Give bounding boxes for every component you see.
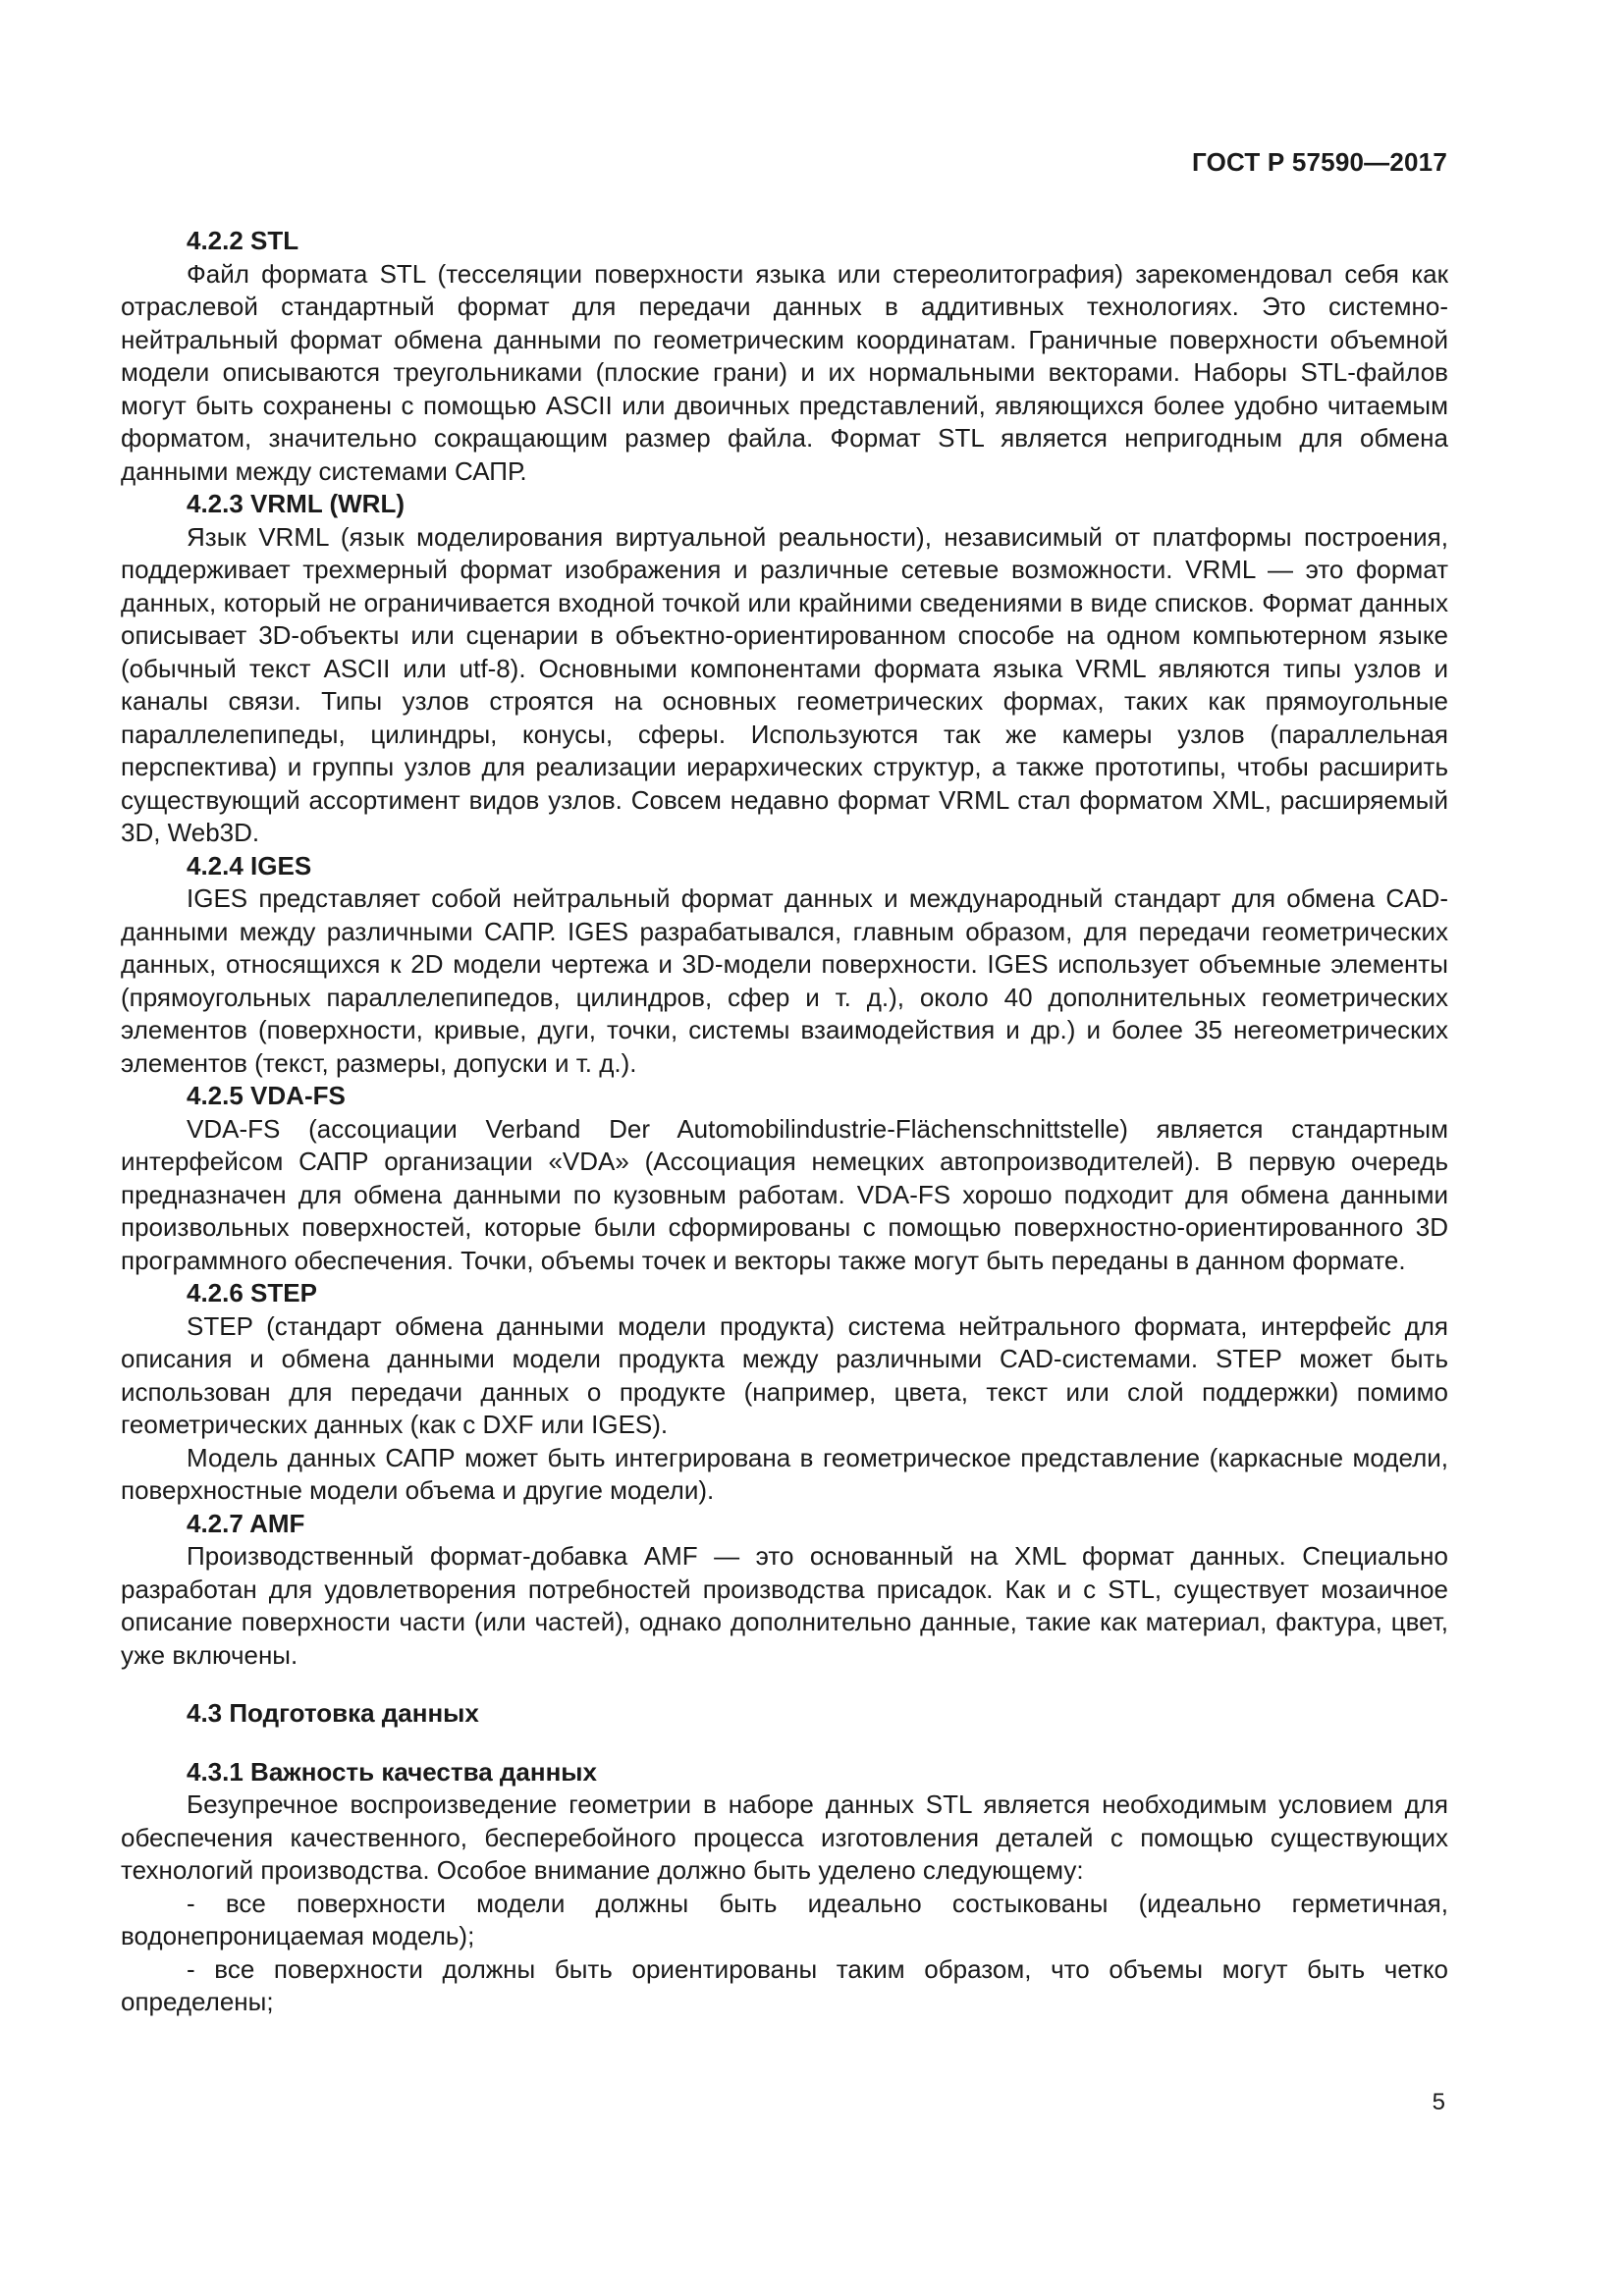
paragraph-vrml: Язык VRML (язык моделирования виртуальной реальности), независимый от платформы построения, поддерживает трехмерный формат изображения и различные сетевые возможности. VRML — это формат данных, который не ограничивается входной точкой или крайними сведениями в виде списков. Формат данных описывает 3D-объекты или сценарии в объектно-ориентированном способе на одном компьютерном языке (обычный текст ASCII или utf-8). Основными компонентами формата языка VRML являются типы узлов и каналы связи. Типы узлов строятся на основных геометрических формах, таких как прямоугольные параллелепипеды, цилиндры, конусы, сферы. Используются так же камеры узлов (параллельная перспектива) и группы узлов для реализации иерархических структур, а также прототипы, чтобы расширить существующий ассортимент видов узлов. Совсем недавно формат VRML стал форматом XML, расширяемый 3D, Web3D.: [121, 521, 1448, 847]
section-heading-amf: 4.2.7 AMF: [187, 1508, 305, 1538]
list-item: - все поверхности модели должны быть идеально состыкованы (идеально герметичная, водонепроницаемая модель);: [121, 1888, 1448, 1950]
section-heading-stl: 4.2.2 STL: [187, 226, 299, 255]
standard-code-header: ГОСТ Р 57590—2017: [1192, 147, 1447, 177]
document-body: [121, 225, 1448, 2019]
paragraph-step-2: Модель данных САПР может быть интегрирована в геометрическое представление (каркасные модели, поверхностные модели объема и другие модели).: [121, 1442, 1448, 1505]
section-heading-step: 4.2.6 STEP: [187, 1278, 317, 1308]
paragraph-stl: Файл формата STL (тесселяции поверхности языка или стереолитография) зарекомендовал себя как отраслевой стандартный формат для передачи данных в аддитивных технологиях. Это системно-нейтральный формат обмена данными по геометрическим координатам. Граничные поверхности объемной модели описываются треугольниками (плоские грани) и их нормальными векторами. Наборы STL-файлов могут быть сохранены с помощью ASCII или двоичных представлений, являющихся более удобно читаемым форматом, значительно сокращающим размер файла. Формат STL является непригодным для обмена данными между системами САПР.: [121, 258, 1448, 486]
section-heading-iges: 4.2.4 IGES: [187, 850, 312, 881]
list-item: - все поверхности должны быть ориентированы таким образом, что объемы могут быть четко определены;: [121, 1953, 1448, 2016]
paragraph-iges: IGES представляет собой нейтральный формат данных и международный стандарт для обмена CAD-данными между различными САПР. IGES разрабатывался, главным образом, для передачи геометрических данных, относящихся к 2D модели чертежа и 3D-модели поверхности. IGES использует объемные элементы (прямоугольных параллелепипедов, цилиндров, сфер и т. д.), около 40 дополнительных геометрических элементов (поверхности, кривые, дуги, точки, системы взаимодействия и др.) и более 35 негеометрических элементов (текст, размеры, допуски и т. д.).: [121, 883, 1448, 1078]
section-heading-vdafs: 4.2.5 VDA-FS: [187, 1081, 346, 1110]
section-heading-vrml: 4.2.3 VRML (WRL): [187, 489, 405, 518]
paragraph-vdafs: VDA-FS (ассоциации Verband Der Automobilindustrie-Flächenschnittstelle) является стандартным интерфейсом САПР организации «VDA» (Ассоциация немецких автопроизводителей). В первую очередь предназначен для обмена данными по кузовным работам. VDA-FS хорошо подходит для обмена данными произвольных поверхностей, которые были сформированы с помощью поверхностно-ориентированного 3D программного обеспечения. Точки, объемы точек и векторы также могут быть переданы в данном формате.: [121, 1113, 1448, 1275]
paragraph-amf: Производственный формат-добавка AMF — это основанный на XML формат данных. Специально разработан для удовлетворения потребностей производства присадок. Как и с STL, существует мозаичное описание поверхности части (или частей), однако дополнительно данные, такие как материал, фактура, цвет, уже включены.: [121, 1541, 1448, 1670]
paragraph-data-quality: Безупречное воспроизведение геометрии в наборе данных STL является необходимым условием для обеспечения качественного, бесперебойного процесса изготовления деталей с помощью существующих технологий производства. Особое внимание должно быть уделено следующему:: [121, 1789, 1448, 1885]
paragraph-step-1: STEP (стандарт обмена данными модели продукта) система нейтрального формата, интерфейс для описания и обмена данными модели продукта между различными CAD-системами. STEP может быть использован для передачи данных о продукте (например, цвета, текст или слой поддержки) помимо геометрических данных (как с DXF или IGES).: [121, 1310, 1448, 1439]
section-heading-data-prep: 4.3 Подготовка данных: [187, 1698, 479, 1728]
section-heading-data-quality: 4.3.1 Важность качества данных: [187, 1756, 597, 1787]
page-number: 5: [1432, 2089, 1445, 2115]
